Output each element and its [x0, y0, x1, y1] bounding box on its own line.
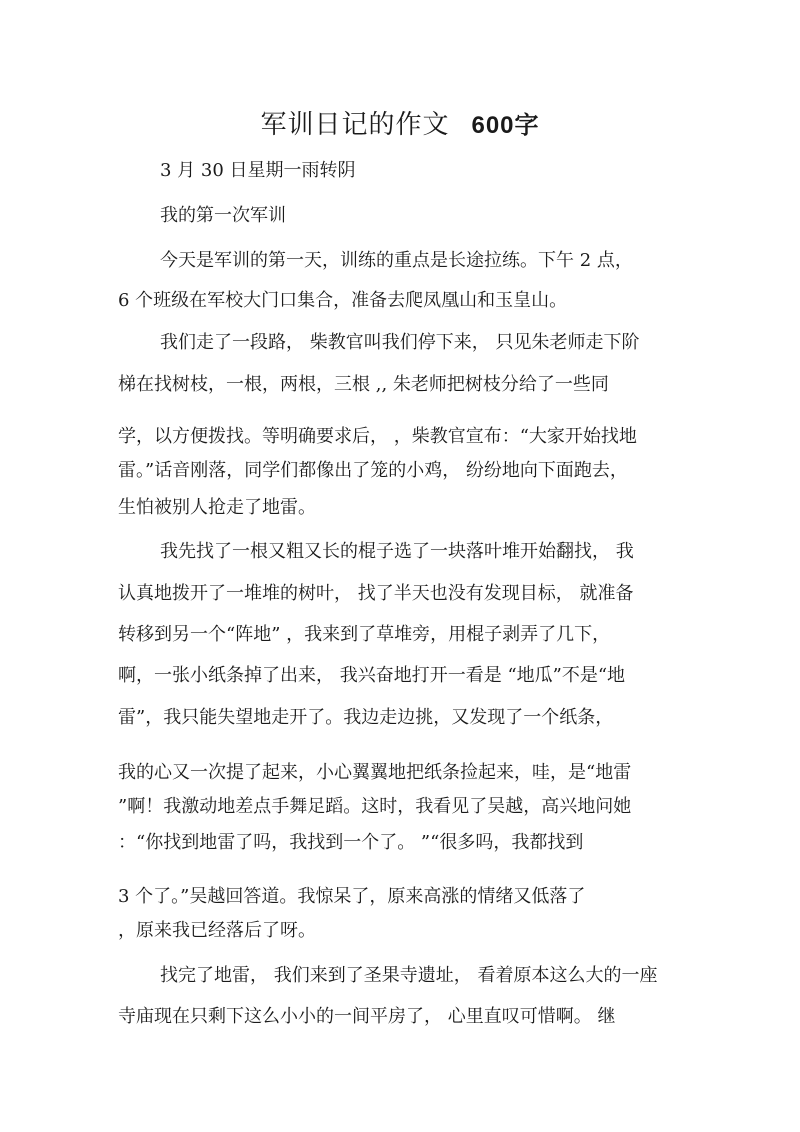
- body-line: 找完了地雷， 我们来到了圣果寺遗址， 看着原本这么大的一座: [160, 965, 658, 986]
- body-line: ，原来我已经落后了呀。: [118, 920, 316, 941]
- title-text: 军训日记的作文: [260, 110, 450, 140]
- body-line: ：“你找到地雷了吗，我找到一个了。 ”“很多吗，我都找到: [118, 832, 584, 853]
- body-line: 我先找了一根又粗又长的棍子选了一块落叶堆开始翻找， 我: [160, 541, 634, 562]
- body-line: 3 个了。”吴越回答道。我惊呆了，原来高涨的情绪又低落了: [118, 886, 586, 907]
- body-line: 学，以方便拨找。等明确要求后， ，柴教官宣布：“大家开始找地: [118, 426, 637, 447]
- body-line: 我的心又一次提了起来，小心翼翼地把纸条捡起来，哇，是“地雷: [118, 762, 632, 783]
- subtitle-line: 我的第一次军训: [160, 205, 286, 226]
- body-line: 6 个班级在军校大门口集合，准备去爬凤凰山和玉皇山。: [118, 290, 568, 311]
- body-line: 啊，一张小纸条掉了出来， 我兴奋地打开一看是 “地瓜”不是“地: [118, 665, 626, 686]
- body-line: 雷。”话音刚落，同学们都像出了笼的小鸡， 纷纷地向下面跑去，: [118, 460, 628, 481]
- body-line: ”啊！我激动地差点手舞足蹈。这时，我看见了吴越，高兴地问她: [118, 796, 632, 817]
- title-number: 600字: [471, 112, 540, 139]
- body-line: 梯在找树枝，一根，两根，三根 ,, 朱老师把树枝分给了一些同: [118, 374, 609, 395]
- body-line: 生怕被别人抢走了地雷。: [118, 497, 316, 518]
- body-line: 寺庙现在只剩下这么小小的一间平房了， 心里直叹可惜啊。 继: [118, 1006, 616, 1027]
- body-line: 转移到另一个“阵地” ，我来到了草堆旁，用棍子剥弄了几下，: [118, 624, 611, 645]
- body-line: 我们走了一段路， 柴教官叫我们停下来， 只见朱老师走下阶: [160, 332, 640, 353]
- body-line: 雷”，我只能失望地走开了。我边走边挑，又发现了一个纸条，: [118, 707, 614, 728]
- body-line: 认真地拨开了一堆堆的树叶， 找了半天也没有发现目标， 就准备: [118, 583, 634, 604]
- date-line: 3 月 30 日星期一雨转阴: [160, 160, 356, 181]
- body-line: 今天是军训的第一天，训练的重点是长途拉练。下午 2 点，: [160, 250, 633, 271]
- document-title: [0, 105, 800, 146]
